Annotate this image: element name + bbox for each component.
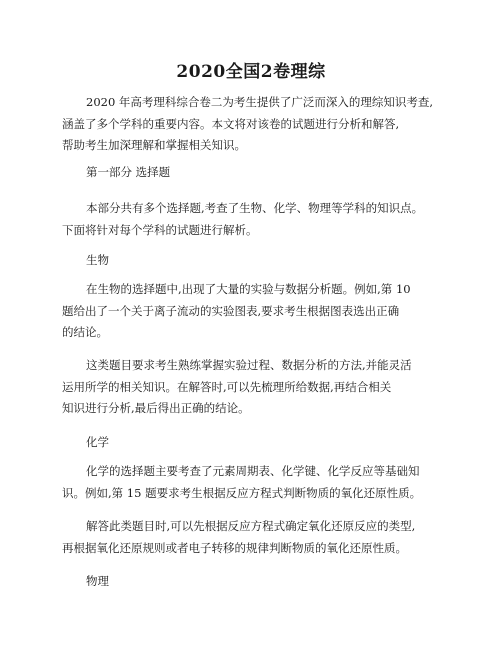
biology-heading: 生物 [86, 253, 109, 267]
biology-paragraph-1 [62, 279, 450, 344]
chemistry-p1-line-1: 化学的选择题主要考查了元素周期表、化学键、化学反应等基础知 [86, 464, 420, 478]
chemistry-p2-line-1: 解答此类题目时,可以先根据反应方程式确定氧化还原反应的类型, [86, 519, 416, 533]
biology-p2-line-1: 这类题目要求考生熟练掌握实验过程、数据分析的方法,并能灵活 [86, 358, 412, 372]
intro-paragraph [62, 92, 450, 157]
section1-heading: 第一部分 选择题 [86, 165, 171, 179]
biology-p1-line-3: 的结论。 [62, 325, 108, 339]
section1-line-1: 本部分共有多个选择题,考查了生物、化学、物理等学科的知识点。 [86, 201, 424, 215]
biology-p1-line-2: 题给出了一个关于离子流动的实验图表,要求考生根据图表选出正确 [62, 303, 400, 318]
chemistry-p2-line-2: 再根据氧化还原规则或者电子转移的规律判断物质的氧化还原性质。 [62, 540, 407, 555]
physics-heading: 物理 [86, 574, 109, 588]
section1-line-2: 下面将针对每个学科的试题进行解析。 [62, 222, 258, 237]
chemistry-paragraph-1 [62, 461, 450, 504]
chemistry-heading: 化学 [86, 435, 109, 449]
intro-line-1: 2020 年高考理科综合卷二为考生提供了广泛而深入的理综知识考查, [86, 95, 434, 109]
chemistry-p1-line-2: 识。例如,第 15 题要求考生根据反应方程式判断物质的氧化还原性质。 [62, 485, 422, 500]
section1-paragraph [62, 198, 450, 241]
intro-line-2: 涵盖了多个学科的重要内容。本文将对该卷的试题进行分析和解答, [62, 116, 400, 131]
biology-p2-line-2: 运用所学的相关知识。在解答时,可以先梳理所给数据,再结合相关 [62, 379, 392, 394]
biology-paragraph-2 [62, 355, 450, 420]
document-title: 2020全国2卷理综 [176, 62, 326, 82]
chemistry-paragraph-2 [62, 516, 450, 559]
biology-p1-line-1: 在生物的选择题中,出现了大量的实验与数据分析题。例如,第 10 [86, 282, 411, 296]
intro-line-3: 帮助考生加深理解和掌握相关知识。 [62, 138, 246, 152]
biology-p2-line-3: 知识进行分析,最后得出正确的结论。 [62, 401, 250, 415]
